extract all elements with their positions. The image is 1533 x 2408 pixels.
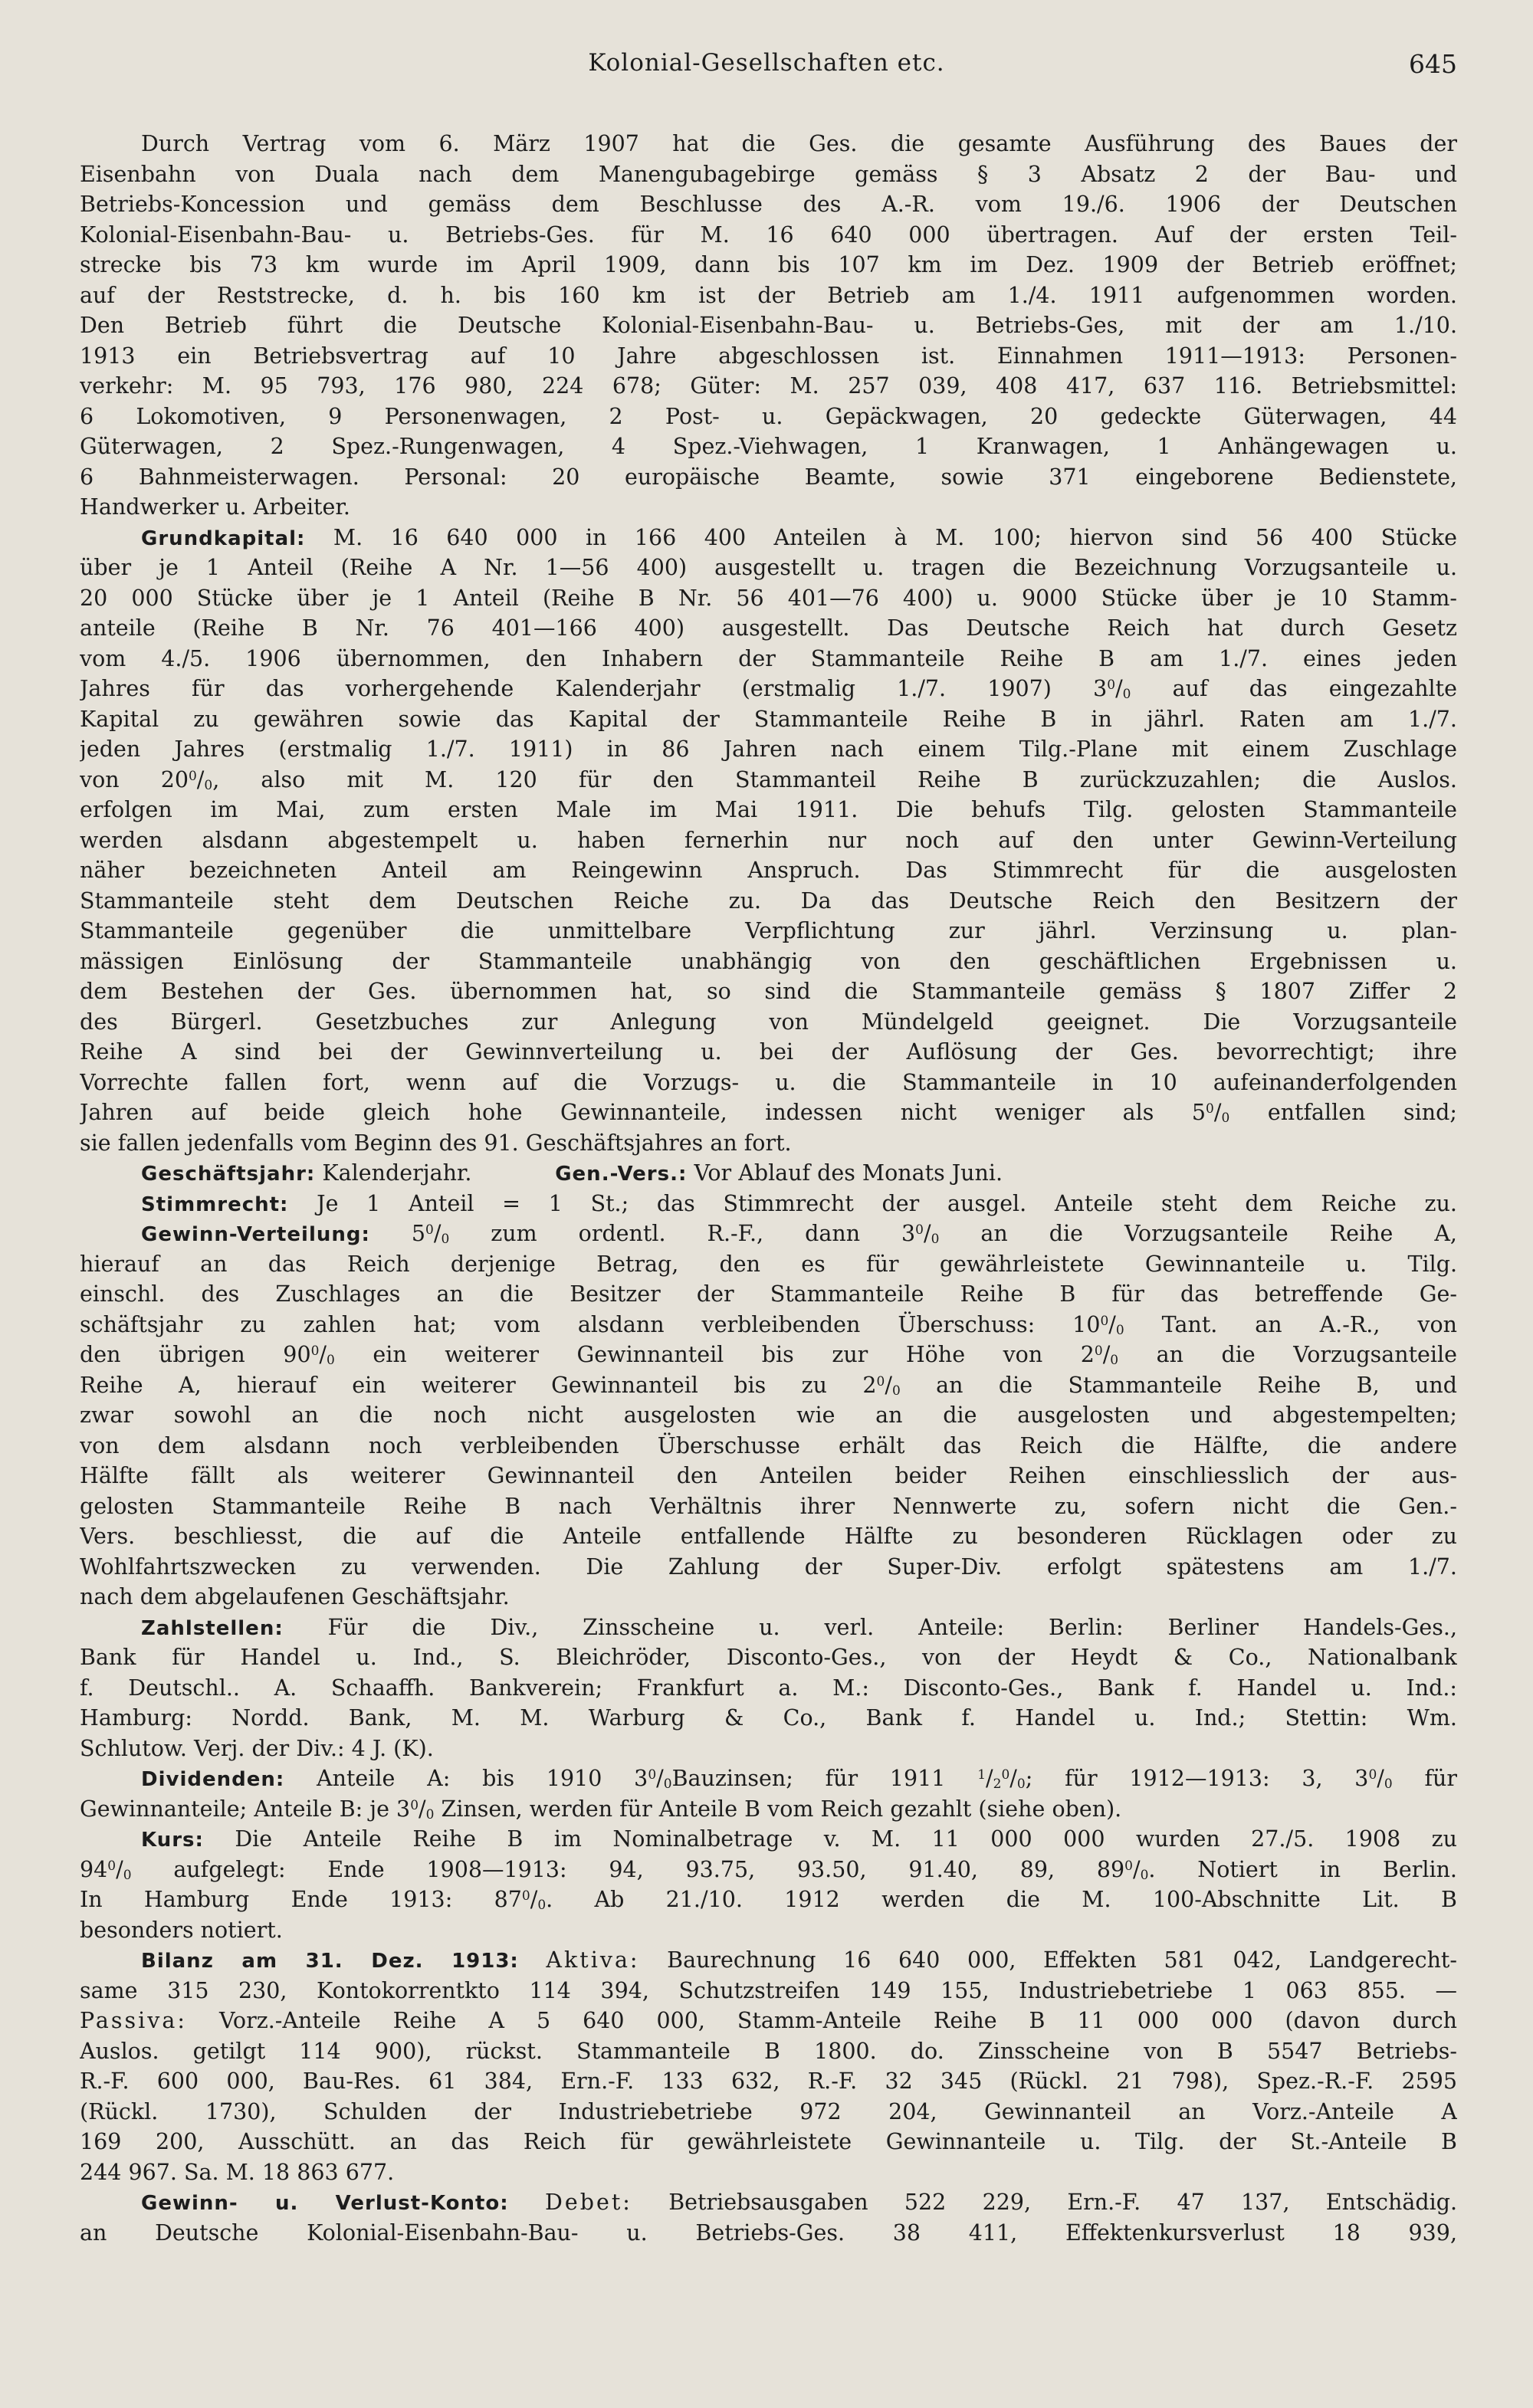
text-line: anteile (Reihe B Nr. 76 401—166 400) ausgestellt. Das Deutsche Reich hat durch Gesetz xyxy=(80,615,1457,641)
page-number: 645 xyxy=(1409,49,1457,79)
text-line: Durch Vertrag vom 6. März 1907 hat die Ges. die gesamte Ausführung des Baues der xyxy=(141,131,1457,156)
text-line: Geschäftsjahr: Kalenderjahr. Gen.-Vers.: Vor Ablauf des Monats Juni. xyxy=(141,1160,1003,1186)
text-line: Schlutow. Verj. der Div.: 4 J. (K). xyxy=(80,1735,434,1761)
text-line: Hälfte fällt als weiterer Gewinnanteil den Anteilen beider Reihen einschliesslich der aus- xyxy=(80,1463,1457,1488)
text-line: Bank für Handel u. Ind., S. Bleichröder, Disconto-Ges., von der Heydt & Co., Nationalbank xyxy=(80,1645,1457,1670)
text-line: 1913 ein Betriebsvertrag auf 10 Jahre abgeschlossen ist. Einnahmen 1911—1913: Personen- xyxy=(80,343,1457,369)
body-text xyxy=(80,129,1457,2248)
text-line: same 315 230, Kontokorrentkto 114 394, Schutzstreifen 149 155, Industriebetriebe 1 063 855. — xyxy=(80,1977,1457,2003)
section-heading-gewinn-verteilung: Gewinn-Verteilung: xyxy=(141,1223,370,1246)
text-line: Jahren auf beide gleich hohe Gewinnanteile, indessen nicht weniger als $5^0/_0$ entfallen sind; xyxy=(80,1100,1457,1126)
text-line: Passiva: Vorz.-Anteile Reihe A 5 640 000, Stamm-Anteile Reihe B 11 000 000 (davon durch xyxy=(80,2008,1457,2033)
running-head xyxy=(0,49,1533,95)
text-line: Kolonial-Eisenbahn-Bau- u. Betriebs-Ges. für M. 16 640 000 übertragen. Auf der ersten Teil- xyxy=(80,221,1457,248)
text-line: 20 000 Stücke über je 1 Anteil (Reihe B Nr. 56 401—76 400) u. 9000 Stücke über je 10 Stamm- xyxy=(80,585,1457,611)
text-line: In Hamburg Ende 1913: $87^0/_0$. Ab 21./10. 1912 werden die M. 100-Abschnitte Lit. B xyxy=(80,1887,1457,1913)
text-line: Auslos. getilgt 114 900), rückst. Stammanteile B 1800. do. Zinsscheine von B 5547 Betriebs- xyxy=(80,2038,1457,2064)
text-line: 169 200, Ausschütt. an das Reich für gewährleistete Gewinnanteile u. Tilg. der St.-Anteile B xyxy=(80,2129,1457,2154)
text-line: Kurs: Die Anteile Reihe B im Nominalbetrage v. M. 11 000 000 wurden 27./5. 1908 zu xyxy=(141,1826,1457,1852)
section-heading-bilanz: Bilanz am 31. Dez. 1913: xyxy=(141,1950,519,1973)
text-line: des Bürgerl. Gesetzbuches zur Anlegung von Mündelgeld geeignet. Die Vorzugsanteile xyxy=(80,1009,1457,1035)
text-line: erfolgen im Mai, zum ersten Male im Mai 1911. Die behufs Tilg. gelosten Stammanteile xyxy=(80,797,1457,822)
text-line: Reihe A sind bei der Gewinnverteilung u. bei der Auflösung der Ges. bevorrechtigt; ihre xyxy=(80,1039,1457,1065)
text-line: nach dem abgelaufenen Geschäftsjahr. xyxy=(80,1584,510,1609)
text-line: näher bezeichneten Anteil am Reingewinn Anspruch. Das Stimmrecht für die ausgelosten xyxy=(80,858,1457,883)
text-line: hierauf an das Reich derjenige Betrag, den es für gewährleistete Gewinnanteile u. Tilg. xyxy=(80,1251,1457,1277)
text-line: Grundkapital: M. 16 640 000 in 166 400 Anteilen à M. 100; hiervon sind 56 400 Stücke xyxy=(141,524,1457,550)
text-line: Gewinnanteile; Anteile B: je $3^0/_0$ Zinsen, werden für Anteile B vom Reich gezahlt (siehe oben). xyxy=(80,1796,1122,1822)
text-line: an Deutsche Kolonial-Eisenbahn-Bau- u. Betriebs-Ges. 38 411, Effektenkursverlust 18 939, xyxy=(80,2219,1457,2246)
text-line: Zahlstellen: Für die Div., Zinsscheine u. verl. Anteile: Berlin: Berliner Handels-Ges., xyxy=(141,1614,1457,1640)
text-line: $94^0/_0$ aufgelegt: Ende 1908—1913: 94, 93.75, 93.50, 91.40, 89, $89^0/_0$. Notiert in Berlin. xyxy=(80,1856,1457,1883)
text-line: Wohlfahrtszwecken zu verwenden. Die Zahlung der Super-Div. erfolgt spätestens am 1./7. xyxy=(80,1553,1457,1580)
text-line: Gewinn- u. Verlust-Konto: Debet: Betriebsausgaben 522 229, Ern.-F. 47 137, Entschädig. xyxy=(141,2190,1457,2215)
text-line: Stammanteile steht dem Deutschen Reiche zu. Da das Deutsche Reich den Besitzern der xyxy=(80,887,1457,914)
running-title: Kolonial-Gesellschaften etc. xyxy=(588,49,945,77)
text-line: Dividenden: Anteile A: bis 1910 $3^0/_0Bauzinsen$; für 1911 $^1/_2^0/_0$; für 1912—1913: 3, $3^0/_0$ für xyxy=(141,1766,1457,1792)
section-heading-gewinn-verlust: Gewinn- u. Verlust-Konto: xyxy=(141,2192,509,2215)
text-line: f. Deutschl.. A. Schaaffh. Bankverein; Frankfurt a. M.: Disconto-Ges., Bank f. Handel u. Ind.: xyxy=(80,1675,1457,1701)
section-heading-gen-vers: Gen.-Vers.: xyxy=(555,1163,688,1186)
text-line: (Rückl. 1730), Schulden der Industriebetriebe 972 204, Gewinnanteil an Vorz.-Anteile A xyxy=(80,2098,1457,2124)
text-line: besonders notiert. xyxy=(80,1917,283,1943)
text-line: Betriebs-Koncession und gemäss dem Beschlusse des A.-R. vom 19./6. 1906 der Deutschen xyxy=(80,192,1457,217)
section-heading-zahlstellen: Zahlstellen: xyxy=(141,1616,284,1640)
text-line: vom 4./5. 1906 übernommen, den Inhabern der Stammanteile Reihe B am 1./7. eines jeden xyxy=(80,645,1457,671)
text-line: jeden Jahres (erstmalig 1./7. 1911) in 86 Jahren nach einem Tilg.-Plane mit einem Zuschlage xyxy=(80,737,1457,762)
text-line: Den Betrieb führt die Deutsche Kolonial-Eisenbahn-Bau- u. Betriebs-Ges, mit der am 1./10. xyxy=(80,313,1457,338)
section-heading-grundkapital: Grundkapital: xyxy=(141,527,306,550)
text-line: Eisenbahn von Duala nach dem Manengubagebirge gemäss § 3 Absatz 2 der Bau- und xyxy=(80,161,1457,187)
text-line: 244 967. Sa. M. 18 863 677. xyxy=(80,2159,395,2185)
text-line: Reihe A, hierauf ein weiterer Gewinnanteil bis zu $2^0/_0$ an die Stammanteile Reihe B, und xyxy=(80,1372,1457,1399)
section-heading-stimmrecht: Stimmrecht: xyxy=(141,1193,289,1216)
text-line: Güterwagen, 2 Spez.-Rungenwagen, 4 Spez.-Viehwagen, 1 Kranwagen, 1 Anhängewagen u. xyxy=(80,434,1457,459)
text-line: werden alsdann abgestempelt u. haben fernerhin nur noch auf den unter Gewinn-Verteilung xyxy=(80,827,1457,853)
section-heading-dividenden: Dividenden: xyxy=(141,1768,285,1791)
section-heading-geschaeftsjahr: Geschäftsjahr: xyxy=(141,1163,316,1186)
label-passiva: Passiva: xyxy=(80,2008,187,2033)
text-line: dem Bestehen der Ges. übernommen hat, so sind die Stammanteile gemäss § 1807 Ziffer 2 xyxy=(80,979,1457,1004)
text-line: auf der Reststrecke, d. h. bis 160 km ist der Betrieb am 1./4. 1911 aufgenommen worden. xyxy=(80,282,1457,308)
text-line: über je 1 Anteil (Reihe A Nr. 1—56 400) ausgestellt u. tragen die Bezeichnung Vorzugsanteile u. xyxy=(80,555,1457,580)
label-aktiva: Aktiva: xyxy=(546,1947,640,1973)
text-line: von dem alsdann noch verbleibenden Überschusse erhält das Reich die Hälfte, die andere xyxy=(80,1432,1457,1458)
text-line: Vorrechte fallen fort, wenn auf die Vorzugs- u. die Stammanteile in 10 aufeinanderfolgenden xyxy=(80,1069,1457,1095)
text-line: den übrigen $90^0/_0$ ein weiterer Gewinnanteil bis zur Höhe von $2^0/_0$ an die Vorzugsanteile xyxy=(80,1342,1457,1368)
text-line: Hamburg: Nordd. Bank, M. M. Warburg & Co., Bank f. Handel u. Ind.; Stettin: Wm. xyxy=(80,1705,1457,1731)
text-line: Kapital zu gewähren sowie das Kapital der Stammanteile Reihe B in jährl. Raten am 1./7. xyxy=(80,706,1457,732)
text-line: 6 Bahnmeisterwagen. Personal: 20 europäische Beamte, sowie 371 eingeborene Bedienstete, xyxy=(80,464,1457,490)
text-line: sie fallen jedenfalls vom Beginn des 91. Geschäftsjahres an fort. xyxy=(80,1130,792,1156)
text-line: mässigen Einlösung der Stammanteile unabhängig von den geschäftlichen Ergebnissen u. xyxy=(80,948,1457,974)
text-line: einschl. des Zuschlages an die Besitzer der Stammanteile Reihe B für das betreffende Ge- xyxy=(80,1281,1457,1307)
text-line: von $20^0/_0$, also mit M. 120 für den Stammanteil Reihe B zurückzuzahlen; die Auslos. xyxy=(80,766,1457,793)
percent-sup: 0 xyxy=(1107,677,1116,693)
text-line: Jahres für das vorhergehende Kalenderjahr (erstmalig 1./7. 1907) $3^0/_0$ auf das eingezahlte xyxy=(80,676,1457,702)
text-line: strecke bis 73 km wurde im April 1909, dann bis 107 km im Dez. 1909 der Betrieb eröffnet; xyxy=(80,252,1457,277)
text-line: verkehr: M. 95 793, 176 980, 224 678; Güter: M. 257 039, 408 417, 637 116. Betriebsmittel: xyxy=(80,373,1457,399)
label-debet: Debet: xyxy=(545,2190,632,2215)
text-line: R.-F. 600 000, Bau-Res. 61 384, Ern.-F. 133 632, R.-F. 32 345 (Rückl. 21 798), Spez.-R.-F. 2595 xyxy=(80,2068,1457,2094)
section-heading-kurs: Kurs: xyxy=(141,1829,204,1852)
text-line: Vers. beschliesst, die auf die Anteile entfallende Hälfte zu besonderen Rücklagen oder zu xyxy=(80,1524,1457,1549)
text-line: 6 Lokomotiven, 9 Personenwagen, 2 Post- u. Gepäckwagen, 20 gedeckte Güterwagen, 44 xyxy=(80,403,1457,429)
text-line: Gewinn-Verteilung: $5^0/_0$ zum ordentl. R.-F., dann $3^0/_0$ an die Vorzugsanteile Reihe A, xyxy=(141,1221,1457,1247)
text-line: gelosten Stammanteile Reihe B nach Verhältnis ihrer Nennwerte zu, sofern nicht die Gen.- xyxy=(80,1493,1457,1519)
text-line: zwar sowohl an die noch nicht ausgelosten wie an die ausgelosten und abgestempelten; xyxy=(80,1402,1457,1428)
text-line: Handwerker u. Arbeiter. xyxy=(80,494,350,520)
text-line: Bilanz am 31. Dez. 1913: Aktiva: Baurechnung 16 640 000, Effekten 581 042, Landgerecht- xyxy=(141,1947,1457,1973)
text-line: schäftsjahr zu zahlen hat; vom alsdann verbleibenden Überschuss: $10^0/_0$ Tant. an A.-R., von xyxy=(80,1311,1457,1338)
text-line: Stimmrecht: Je 1 Anteil = 1 St.; das Stimmrecht der ausgel. Anteile steht dem Reiche zu. xyxy=(141,1190,1457,1216)
text-line: Stammanteile gegenüber die unmittelbare Verpflichtung zur jährl. Verzinsung u. plan- xyxy=(80,918,1457,943)
